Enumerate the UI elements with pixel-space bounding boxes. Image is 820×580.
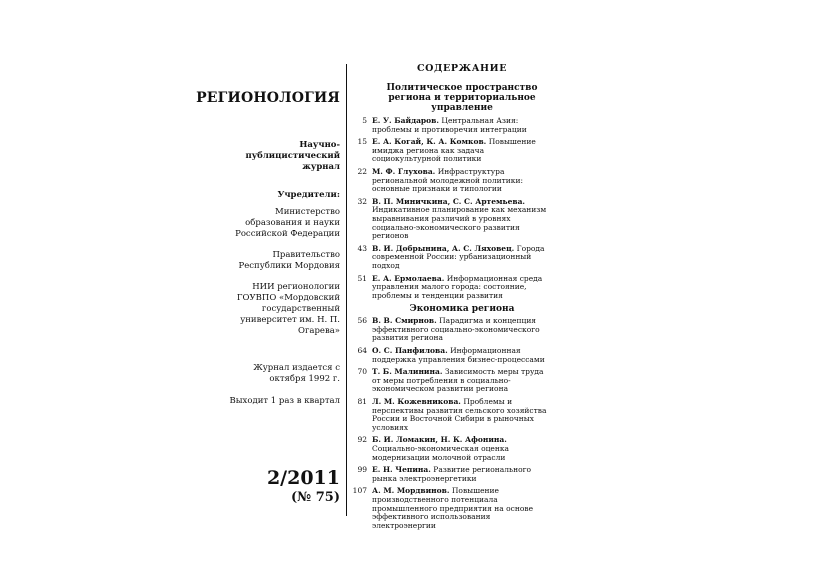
- entry-title: Центральная Азия: проблемы и противоречия интеграции: [372, 116, 527, 134]
- section-heading: Экономика региона: [409, 304, 515, 315]
- issue-label: 2/2011: [266, 467, 340, 489]
- founders-label: Учредители:: [277, 190, 340, 200]
- entry-page: 81: [357, 397, 367, 407]
- toc-entry: [352, 245, 552, 271]
- entry-text: [372, 317, 552, 343]
- entry-text: [372, 398, 552, 432]
- entry-authors: Е. А. Когай, К. А. Комков.: [372, 137, 487, 147]
- entry-text: [372, 436, 552, 462]
- toc-entry: [352, 347, 552, 364]
- entry-page: 92: [357, 435, 367, 445]
- entry-title: Информационная поддержка управления бизнес-процессами: [372, 346, 545, 364]
- journal-title: РЕГИОНОЛОГИЯ: [196, 90, 340, 106]
- toc-entry: [352, 466, 552, 483]
- contents-title: СОДЕРЖАНИЕ: [416, 63, 508, 74]
- entry-page: 43: [357, 243, 367, 253]
- entry-text: [372, 347, 552, 364]
- entry-authors: Е. Н. Чепина.: [372, 465, 431, 475]
- entry-text: [372, 487, 552, 530]
- section-heading: Политическое пространство региона и территориальное управление: [386, 83, 538, 113]
- toc-entry: [352, 138, 552, 164]
- entry-authors: Е. У. Байдаров.: [372, 116, 440, 125]
- toc-entry: [352, 368, 552, 394]
- entry-page: 70: [357, 367, 367, 377]
- entry-page: 5: [362, 116, 367, 125]
- entry-authors: В. П. Миничкина, С. С. Артемьева.: [372, 196, 526, 206]
- entry-page: 56: [357, 316, 367, 326]
- entry-title: Социально-экономическая оценка модернизации молочной отрасли: [372, 444, 509, 462]
- entry-title: Повышение имиджа региона как задача социокультурной политики: [372, 137, 536, 164]
- entry-text: [372, 138, 552, 164]
- column-divider: [346, 64, 347, 516]
- entry-title: Зависимость меры труда от меры потребления в социально-экономическом развитии региона: [372, 367, 544, 394]
- entry-text: [372, 168, 552, 194]
- entry-text: [372, 368, 552, 394]
- entry-authors: В. В. Смирнов.: [372, 316, 437, 326]
- toc-entry: [352, 398, 552, 432]
- entry-text: [372, 245, 552, 271]
- founders-list: [225, 207, 340, 347]
- toc-entry: [352, 198, 552, 241]
- entry-text: [372, 198, 552, 241]
- entry-title: Развитие регионального рынка электроэнергетики: [372, 465, 532, 483]
- toc-entry: [352, 436, 552, 462]
- entry-page: 22: [357, 166, 367, 176]
- entry-page: 64: [357, 346, 367, 356]
- entry-authors: В. И. Добрынина, А. С. Ляховец.: [372, 243, 515, 253]
- issue-number: (№ 75): [290, 490, 340, 505]
- entry-authors: Т. Б. Малинина.: [372, 367, 443, 377]
- journal-kind: Научно-публицистический журнал: [245, 140, 340, 172]
- entry-title: Проблемы и перспективы развития сельского хозяйства России и Восточной Сибири в рыночных условиях: [372, 397, 547, 432]
- publication-frequency: Выходит 1 раз в квартал: [229, 396, 340, 406]
- entry-authors: Л. М. Кожевникова.: [372, 397, 461, 407]
- founder: Правительство Республики Мордовия: [238, 250, 340, 271]
- entry-title: Информационная среда управления малого города: состояние, проблемы и тенденции развития: [372, 273, 543, 300]
- entry-title: Повышение производственного потенциала промышленного предприятия на основе эффективного использования электроэнергии: [372, 486, 534, 530]
- entry-authors: А. М. Мордвинов.: [372, 486, 450, 496]
- entry-page: 32: [357, 196, 367, 206]
- entry-authors: М. Ф. Глухова.: [372, 166, 436, 176]
- toc-entry: [352, 275, 552, 301]
- journal-info-column: [196, 60, 340, 520]
- entry-title: Парадигма и концепция эффективного социально-экономического развития региона: [372, 316, 540, 343]
- entry-authors: О. С. Панфилова.: [372, 346, 448, 356]
- table-of-contents: [352, 60, 552, 534]
- entry-page: 51: [357, 273, 367, 283]
- toc-entry: [352, 487, 552, 530]
- entry-title: Инфраструктура региональной молодежной политики: основные признаки и типологии: [372, 166, 524, 194]
- entry-text: [372, 275, 552, 301]
- founder: НИИ регионологии ГОУВПО «Мордовский государственный университет им. Н. П. Огарева»: [236, 282, 340, 336]
- entry-text: [372, 466, 552, 483]
- entry-page: 107: [352, 486, 367, 496]
- entry-title: Города современной России: урбанизационный подход: [372, 243, 545, 270]
- toc-entry: [352, 117, 552, 134]
- toc-entry: [352, 317, 552, 343]
- toc-entry: [352, 168, 552, 194]
- entry-title: Индикативное планирование как механизм выравнивания различий в уровнях социально-экономического развития регионов: [372, 205, 547, 241]
- founder: Министерство образования и науки Российской Федерации: [235, 207, 340, 239]
- entry-authors: Е. А. Ермолаева.: [372, 273, 445, 283]
- entry-text: [372, 117, 552, 134]
- entry-page: 15: [357, 137, 367, 147]
- entry-page: 99: [357, 465, 367, 475]
- entry-authors: Б. И. Ломакин, Н. К. Афонина.: [372, 435, 507, 445]
- publication-since: Журнал издается с октября 1992 г.: [253, 363, 340, 384]
